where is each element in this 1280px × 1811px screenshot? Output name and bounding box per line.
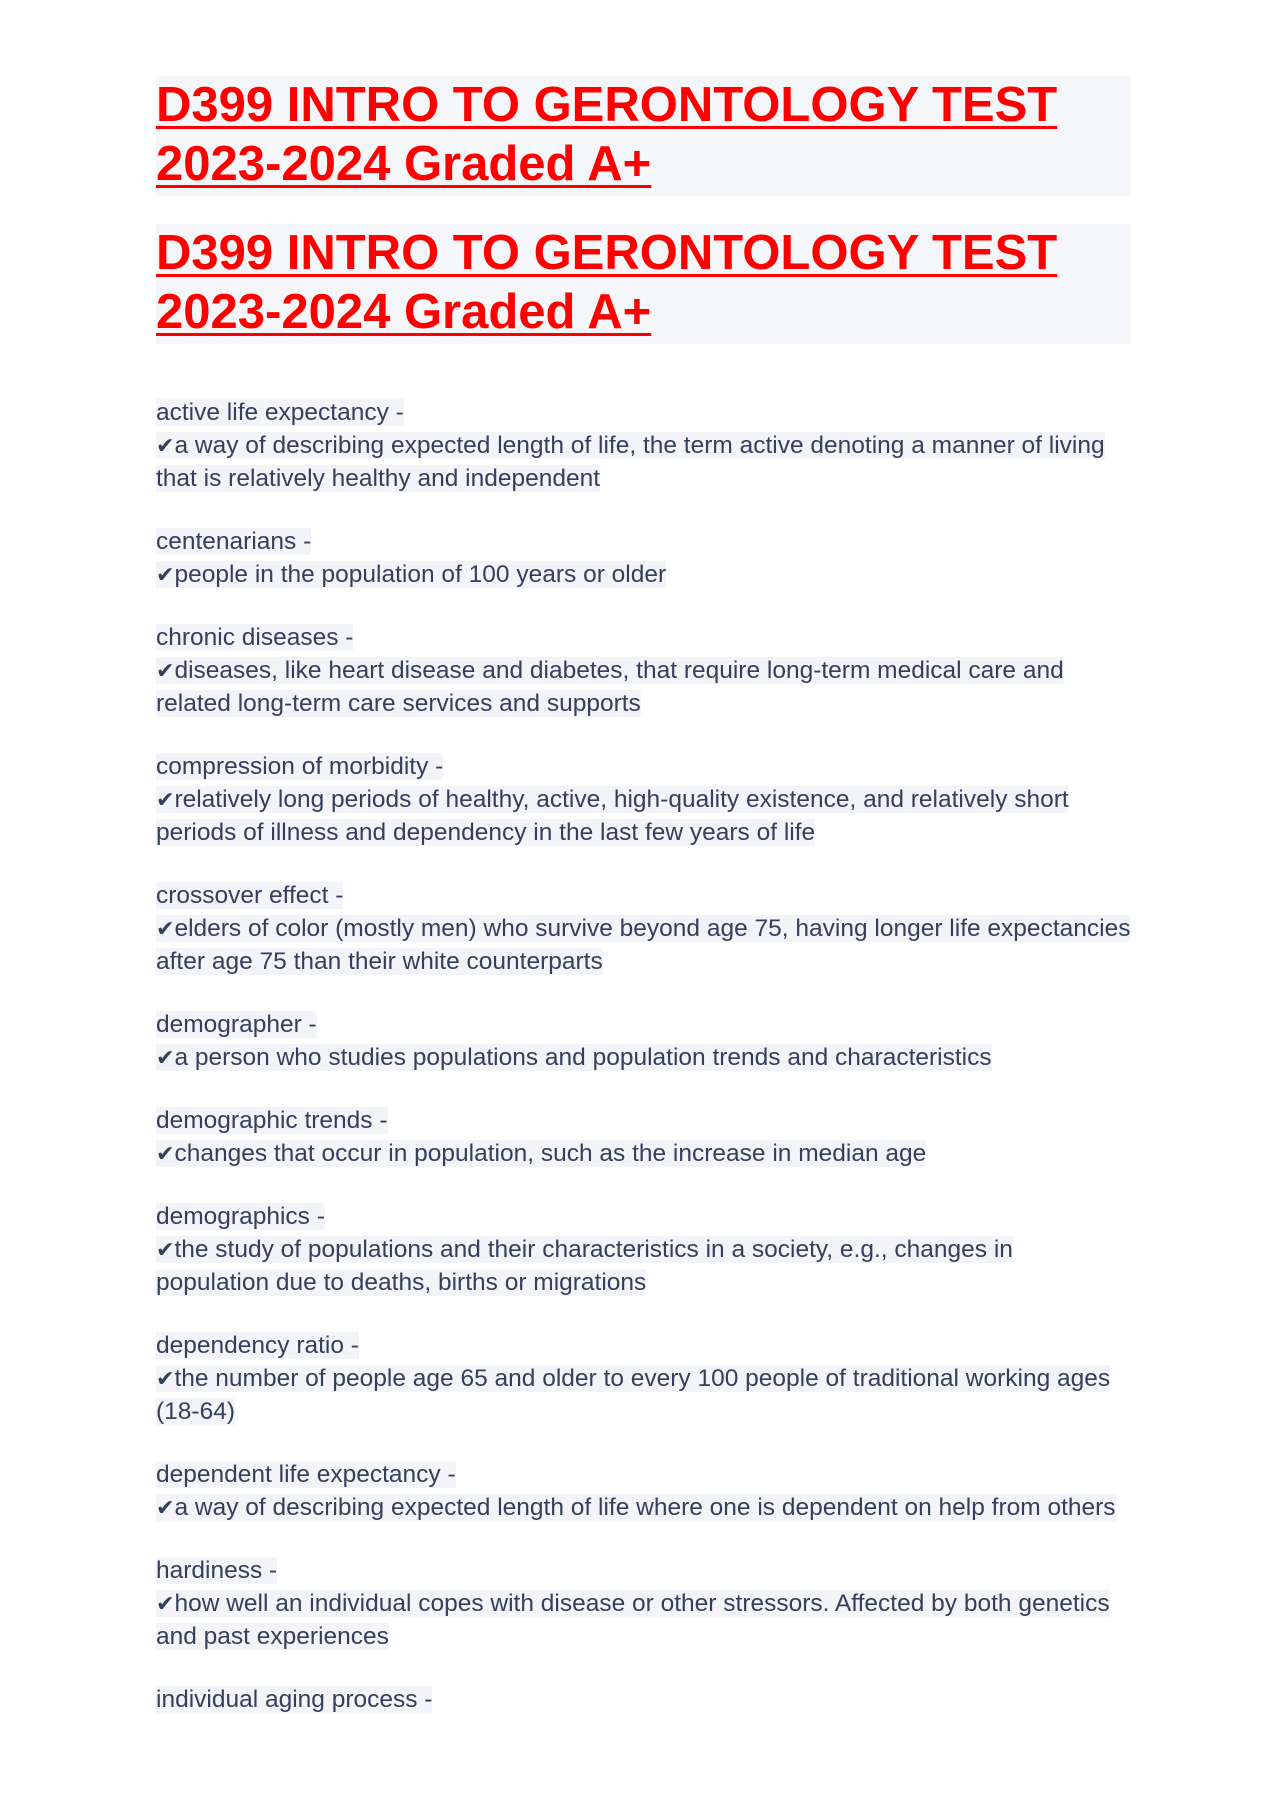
- check-mark-icon: ✔: [156, 788, 175, 813]
- term-definition: [156, 561, 666, 588]
- check-mark-icon: ✔: [156, 1046, 175, 1071]
- term-label: demographics -: [156, 1203, 325, 1230]
- term-label: active life expectancy -: [156, 399, 404, 426]
- list-item: [156, 881, 1131, 980]
- definition-text: the study of populations and their characteristics in a society, e.g., changes in population due to deaths, births or migrations: [156, 1236, 1013, 1296]
- document-title-repeat: D399 INTRO TO GERONTOLOGY TEST 2023-2024 Graded A+: [156, 226, 1058, 339]
- definition-text: changes that occur in population, such as the increase in median age: [174, 1140, 927, 1167]
- term-definition: [156, 1236, 1013, 1296]
- term-label: demographic trends -: [156, 1107, 388, 1134]
- definition-text: people in the population of 100 years or older: [174, 561, 667, 588]
- check-mark-icon: ✔: [156, 1367, 175, 1392]
- definition-text: the number of people age 65 and older to every 100 people of traditional working ages (18-64): [156, 1365, 1111, 1425]
- check-mark-icon: ✔: [156, 434, 175, 459]
- check-mark-icon: ✔: [156, 1592, 175, 1617]
- term-definition: [156, 915, 1130, 975]
- term-definition: [156, 1365, 1110, 1425]
- term-label: compression of morbidity -: [156, 753, 444, 780]
- list-item: [156, 1106, 1131, 1172]
- list-item: [156, 1331, 1131, 1430]
- list-item: [156, 1202, 1131, 1301]
- check-mark-icon: ✔: [156, 1142, 175, 1167]
- document-page: [156, 76, 1131, 1748]
- definition-text: diseases, like heart disease and diabetes, that require long-term medical care and related long-term care services and supports: [156, 657, 1064, 717]
- list-item: [156, 1556, 1131, 1655]
- list-item: [156, 623, 1131, 722]
- term-label: crossover effect -: [156, 882, 344, 909]
- term-label: centenarians -: [156, 528, 312, 555]
- term-definition: [156, 432, 1105, 492]
- check-mark-icon: ✔: [156, 1496, 175, 1521]
- term-label: dependency ratio -: [156, 1332, 359, 1359]
- list-item: [156, 398, 1131, 497]
- list-item: [156, 1010, 1131, 1076]
- term-definition: [156, 1494, 1116, 1521]
- definition-text: a way of describing expected length of life, the term active denoting a manner of living that is relatively healthy and independent: [156, 432, 1105, 492]
- definition-text: how well an individual copes with disease or other stressors. Affected by both genetics and past experiences: [156, 1590, 1110, 1650]
- term-definition: [156, 786, 1069, 846]
- definition-text: relatively long periods of healthy, active, high-quality existence, and relatively short periods of illness and dependency in the last few years of life: [156, 786, 1069, 846]
- term-definition: [156, 657, 1064, 717]
- term-definition: [156, 1590, 1110, 1650]
- list-item: [156, 1685, 1131, 1718]
- definition-text: a person who studies populations and population trends and characteristics: [174, 1044, 992, 1071]
- list-item: [156, 752, 1131, 851]
- check-mark-icon: ✔: [156, 563, 175, 588]
- term-label: individual aging process -: [156, 1686, 433, 1713]
- definition-text: elders of color (mostly men) who survive beyond age 75, having longer life expectancies after age 75 than their white counterparts: [156, 915, 1131, 975]
- title-block-2: [156, 224, 1131, 344]
- document-title: D399 INTRO TO GERONTOLOGY TEST 2023-2024 Graded A+: [156, 78, 1058, 191]
- title-block-1: [156, 76, 1131, 196]
- term-label: demographer -: [156, 1011, 317, 1038]
- list-item: [156, 1460, 1131, 1526]
- check-mark-icon: ✔: [156, 917, 175, 942]
- term-list: [156, 398, 1131, 1718]
- term-definition: [156, 1140, 926, 1167]
- definition-text: a way of describing expected length of life where one is dependent on help from others: [174, 1494, 1116, 1521]
- check-mark-icon: ✔: [156, 1238, 175, 1263]
- term-label: dependent life expectancy -: [156, 1461, 456, 1488]
- term-definition: [156, 1044, 992, 1071]
- term-label: hardiness -: [156, 1557, 278, 1584]
- list-item: [156, 527, 1131, 593]
- term-label: chronic diseases -: [156, 624, 354, 651]
- check-mark-icon: ✔: [156, 659, 175, 684]
